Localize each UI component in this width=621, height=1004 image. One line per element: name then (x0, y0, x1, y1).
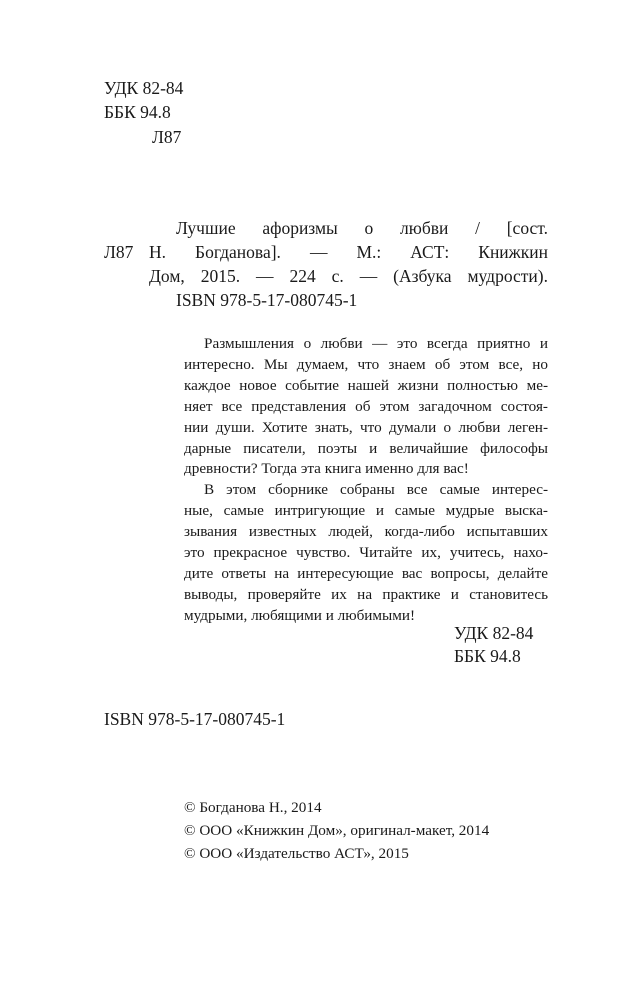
annotation-line: ные, самые интригующие и самые мудрые выска- (184, 502, 548, 520)
copyright-line: © ООО «Издательство АСТ», 2015 (184, 845, 409, 862)
author-sign: Л87 (152, 127, 182, 147)
annotation-line: мудрыми, любящими и любимыми! (184, 606, 416, 624)
annotation-line: древности? Тогда эта книга именно для вас! (184, 460, 469, 478)
author-sign-left: Л87 (104, 242, 134, 262)
biblio-line: Лучшие афоризмы о любви / [сост. (176, 218, 548, 238)
annotation-line: В этом сборнике собраны все самые интерес- (204, 481, 548, 499)
annotation-line: каждое новое событие нашей жизни полностью ме- (184, 376, 548, 394)
biblio-line: Дом, 2015. — 224 с. — (Азбука мудрости). (149, 266, 548, 286)
annotation-line: зывания известных людей, когда-либо испытавших (184, 523, 548, 541)
annotation-line: няет все представления об этом загадочном состоя- (184, 397, 548, 415)
biblio-isbn: ISBN 978-5-17-080745-1 (176, 290, 358, 310)
udk-code: УДК 82-84 (104, 78, 184, 98)
bbk-code: ББК 94.8 (104, 102, 171, 122)
annotation-line: интересно. Мы думаем, что знаем об этом все, но (184, 355, 548, 373)
annotation-line: Размышления о любви — это всегда приятно и (204, 335, 548, 352)
annotation-line: выводы, проверяйте их на практике и становитесь (184, 585, 548, 603)
isbn: ISBN 978-5-17-080745-1 (104, 709, 286, 729)
annotation-line: дарные писатели, поэты и величайшие философы (184, 439, 548, 457)
udk-code-right: УДК 82-84 (454, 623, 534, 643)
copyright-line: © Богданова Н., 2014 (184, 799, 322, 816)
annotation-line: это прекрасное чувство. Читайте их, учитесь, нахо- (184, 544, 548, 561)
annotation-line: нии души. Хотите знать, что думали о любви леген- (184, 418, 548, 436)
biblio-line: Н. Богданова]. — М.: АСТ: Книжкин (149, 242, 548, 262)
copyright-line: © ООО «Книжкин Дом», оригинал-макет, 2014 (184, 822, 490, 839)
annotation-line: дите ответы на интересующие вас вопросы, делайте (184, 564, 548, 582)
bbk-code-right: ББК 94.8 (454, 646, 521, 666)
